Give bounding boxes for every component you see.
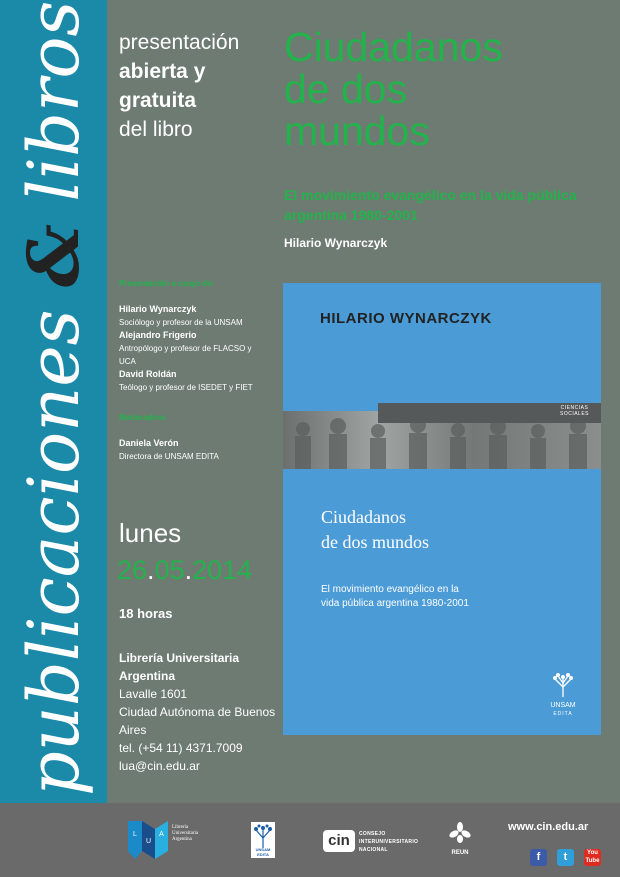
- cover-subtitle-line1: El movimiento evangélico en la: [321, 584, 459, 595]
- intro-line4: del libro: [119, 118, 193, 141]
- event-date-day: 26: [117, 555, 148, 585]
- cin-text-line3: NACIONAL: [359, 847, 388, 853]
- youtube-line2: Tube: [585, 858, 600, 864]
- cover-title-line1: Ciudadanos: [321, 507, 406, 527]
- cover-collection-line1: CIENCIAS: [560, 405, 589, 411]
- reun-leaf-icon: [448, 821, 472, 845]
- tree-icon: [548, 673, 578, 697]
- intro-line1: presentación: [119, 31, 240, 54]
- book-subtitle: El movimiento evangélico en la vida pública argentina 1980-2001: [284, 187, 577, 223]
- lua-mark: L: [133, 831, 137, 838]
- moderator-label: Moderadora:: [119, 413, 168, 422]
- cin-logo-text: [359, 830, 418, 854]
- youtube-line1: You: [587, 850, 598, 856]
- event-date-dot1: .: [147, 555, 155, 585]
- event-day: lunes: [119, 518, 182, 548]
- reun-logo: [447, 821, 473, 856]
- intro-line2: abierta y: [119, 60, 206, 83]
- website-link[interactable]: www.cin.edu.ar: [508, 821, 589, 833]
- venue-phone: tel. (+54 11) 4371.7009: [119, 741, 243, 755]
- lua-mark-a: A: [159, 831, 164, 838]
- poster-main: [107, 0, 620, 803]
- book-title: [284, 26, 614, 152]
- presenter-2-name: Alejandro Frigerio: [119, 330, 197, 340]
- cover-collection-line2: SOCIALES: [559, 411, 589, 417]
- cover-title-line2: de dos mundos: [321, 532, 429, 552]
- cover-author: HILARIO WYNARCZYK: [320, 310, 492, 327]
- unsam-edita-logo: [251, 822, 275, 858]
- event-date-year: 2014: [192, 555, 253, 585]
- cover-publisher-line2: EDITA: [553, 711, 573, 717]
- presenter-1-name: Hilario Wynarczyk: [119, 304, 197, 314]
- lua-text-line1: Librería: [172, 825, 189, 830]
- sidebar-title-ampersand: &: [12, 223, 95, 288]
- sidebar-stripe: [0, 0, 107, 803]
- sidebar-title-part2: libros: [13, 0, 95, 224]
- cin-logo-icon: cin: [323, 830, 355, 852]
- cin-text-line1: CONSEJO: [359, 831, 386, 837]
- event-hour: 18 horas: [119, 606, 173, 621]
- presenter-3-role: Teólogo y profesor de ISEDET y FIET: [119, 383, 253, 392]
- presenters-label: Presentación a cargo de:: [119, 279, 215, 288]
- book-title-line3: mundos: [284, 108, 430, 154]
- lua-text-line2: Universitaria: [172, 831, 199, 836]
- cover-subtitle: [321, 583, 521, 611]
- cin-text-line2: INTERUNIVERSITARIO: [359, 839, 419, 845]
- facebook-icon[interactable]: f: [530, 849, 547, 866]
- event-date-dot2: .: [184, 555, 193, 585]
- twitter-icon[interactable]: t: [557, 849, 574, 866]
- lua-mark-u: U: [145, 838, 152, 845]
- book-title-line1: Ciudadanos: [284, 24, 503, 70]
- venue-block: [119, 649, 279, 775]
- venue-email[interactable]: lua@cin.edu.ar: [119, 759, 200, 773]
- presenter-3-name: David Roldán: [119, 369, 177, 379]
- presenter-2-role: Antropólogo y profesor de FLACSO y UCA: [119, 344, 252, 366]
- presenter-1-role: Sociólogo y profesor de la UNSAM: [119, 318, 243, 327]
- event-date-month: 05: [154, 555, 185, 585]
- venue-address1: Lavalle 1601: [119, 687, 188, 701]
- unsam-tree-icon: [251, 822, 275, 850]
- moderator-name: Daniela Verón: [119, 438, 179, 448]
- moderator-role: Directora de UNSAM EDITA: [119, 452, 219, 461]
- intro-block: [119, 28, 239, 144]
- youtube-icon[interactable]: [584, 849, 601, 866]
- intro-line3: gratuita: [119, 89, 197, 112]
- footer-bar: [0, 803, 620, 877]
- venue-name: Librería Universitaria Argentina: [119, 651, 240, 683]
- presenters-block: [119, 279, 269, 394]
- book-cover: [283, 283, 601, 735]
- moderator-block: [119, 413, 269, 463]
- cover-title: [321, 505, 429, 555]
- cover-collection-label: [560, 405, 589, 417]
- cover-publisher-line1: UNSAM: [550, 702, 576, 709]
- event-date: [117, 555, 252, 586]
- cover-publisher-logo: [548, 673, 578, 718]
- lua-logo-text: [172, 825, 198, 843]
- lua-logo-icon: [128, 821, 168, 859]
- book-title-line2: de dos: [284, 66, 408, 112]
- cover-subtitle-line2: vida pública argentina 1980-2001: [321, 598, 469, 609]
- unsam-label: UNSAM EDITA: [255, 847, 271, 857]
- reun-label: REUN: [451, 850, 469, 856]
- sidebar-title-part1: publicaciones: [13, 287, 95, 796]
- venue-address2: Ciudad Autónoma de Buenos Aires: [119, 705, 276, 737]
- book-author: Hilario Wynarczyk: [284, 236, 388, 250]
- lua-text-line3: Argentina: [172, 837, 192, 842]
- sidebar-title: [12, 0, 95, 796]
